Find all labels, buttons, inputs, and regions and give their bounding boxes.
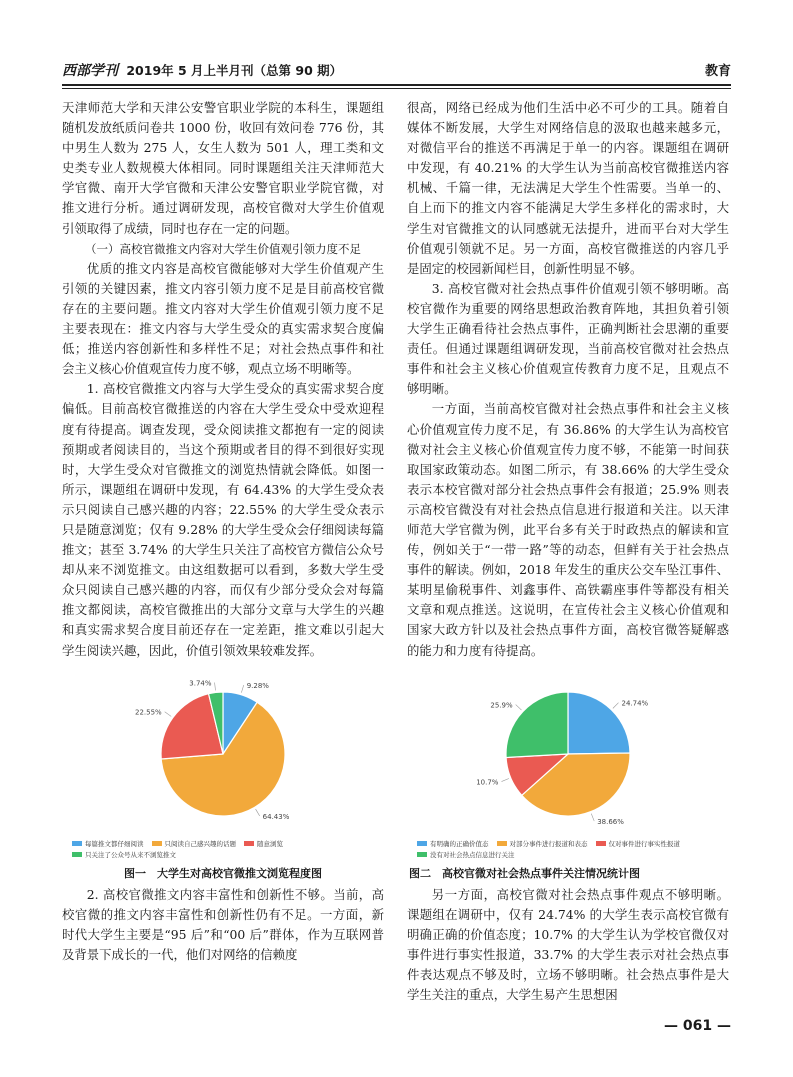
pie-data-label: 9.28%: [246, 681, 269, 690]
legend-label: 没有对社会热点信息进行关注: [430, 850, 515, 859]
pie-leader-line: [165, 711, 171, 716]
issue-info: 2019年 5 月上半月刊（总第 90 期）: [126, 63, 343, 78]
pie-data-label: 10.7%: [476, 778, 499, 787]
chart-legend-2: [407, 839, 729, 859]
legend-label: 随意浏览: [257, 839, 283, 848]
chart-legend-1: [62, 839, 384, 859]
journal-header: [62, 60, 342, 80]
body-paragraph: 一方面，当前高校官微对社会热点事件和社会主义核心价值观宣传力度不足，有 36.86% 的大学生认为高校官微对社会主义核心价值观宣传力度不够，不能第一时间获取国家政策动态。如图二所示，有 38.66% 的大学生受众表示本校官微对部分社会热点事件会有报道；25.9% 则表示高校官微没有对社会热点信息进行报道和关注。以天津师范大学官微为例，此平台多有关于时政热点的解读和宣传，例如关于“一带一路”等的动态，但鲜有关于社会热点事件的解读。例如，2018 年发生的重庆公交车坠江事件、某明星偷税事件、刘鑫事件、高铁霸座事件等都没有相关文章和观点推送。这说明，在宣传社会主义核心价值观和国家大政方针以及社会热点事件方面，高校官微答疑解惑的能力和力度有待提高。: [407, 401, 729, 658]
pie-leader-line: [516, 704, 522, 709]
legend-entry: [72, 850, 176, 859]
body-paragraph: 另一方面，高校官微对社会热点事件观点不够明晰。课题组在调研中，仅有 24.74% 的大学生表示高校官微有明确正确的价值态度；10.7% 的大学生认为学校官微仅对事件进行事实性报道，33.7% 的大学生表示对社会热点事件表达观点不够及时，立场不够明晰。社会热点事件是大学生关注的重点，大学生易产生思想困: [407, 886, 729, 1003]
pie-leader-line: [215, 682, 216, 690]
legend-label: 对部分事件进行报道和表态: [509, 839, 588, 848]
legend-swatch: [72, 852, 82, 857]
legend-swatch: [497, 841, 507, 846]
legend-swatch: [417, 841, 427, 846]
pie-data-label: 22.55%: [135, 708, 162, 717]
pie-leader-line: [591, 813, 594, 820]
legend-label: 只关注了公众号从来不浏览推文: [85, 850, 176, 859]
pie-chart-1-svg: [62, 669, 384, 839]
header-divider: [62, 84, 731, 86]
legend-entry: [72, 839, 144, 848]
header-divider-thin: [62, 88, 731, 89]
legend-entry: [152, 839, 237, 848]
legend-label: 每篇推文都仔细阅读: [85, 839, 144, 848]
legend-entry: [417, 839, 489, 848]
section-subheading: （一）高校官微推文内容对大学生价值观引领力度不足: [85, 241, 361, 256]
legend-swatch: [72, 841, 82, 846]
figure-2-caption: 图二 高校官微对社会热点事件关注情况统计图: [409, 866, 640, 880]
legend-swatch: [596, 841, 606, 846]
pie-data-label: 3.74%: [189, 679, 212, 688]
figure-2: [407, 669, 729, 881]
pie-data-label: 64.43%: [262, 812, 290, 821]
pie-leader-line: [256, 809, 260, 816]
pie-slice: [506, 692, 568, 758]
legend-entry: [596, 839, 681, 848]
legend-label: 仅对事件进行事实性报道: [608, 839, 680, 848]
legend-label: 只阅读自己感兴趣的话题: [164, 839, 236, 848]
pie-chart-2: [407, 669, 729, 839]
legend-swatch: [152, 841, 162, 846]
left-column: [62, 98, 384, 965]
body-paragraph: 3. 高校官微对社会热点事件价值观引领不够明晰。高校官微作为重要的网络思想政治教育阵地，其担负着引领大学生正确看待社会热点事件，正确判断社会思潮的重要责任。但通过课题组调研发现，当前高校官微对社会热点事件和社会主义核心价值观宣传教育力度不足，且观点不够明晰。: [407, 280, 729, 397]
journal-logo: 西部学刊: [62, 63, 118, 79]
body-paragraph: 天津师范大学和天津公安警官职业学院的本科生，课题组随机发放纸质问卷共 1000 份，收回有效问卷 776 份，其中男生人数为 275 人，女生人数为 501 人，理工类和文史类专业人数规模大体相同。同时课题组关注天津师范大学官微、南开大学官微和天津公安警官职业学院官微，对推文进行分析。通过调研发现，高校官微对大学生价值观引领取得了成绩，同时也存在一定的问题。: [62, 100, 384, 236]
figure-1-caption: 图一 大学生对高校官微推文浏览程度图: [124, 866, 322, 880]
pie-leader-line: [501, 778, 508, 781]
body-paragraph: 优质的推文内容是高校官微能够对大学生价值观产生引领的关键因素，推文内容引领力度不足是目前高校官微存在的主要问题。推文内容对大学生价值观引领力度不足主要表现在：推文内容与大学生受众的真实需求契合度偏低；推送内容创新性和多样性不足；对社会热点事件和社会主义核心价值观宣传力度不够，观点立场不明晰等。: [62, 260, 384, 377]
body-paragraph: 很高，网络已经成为他们生活中必不可少的工具。随着自媒体不断发展，大学生对网络信息的汲取也越来越多元，对微信平台的推送不再满足于单一的内容。课题组在调研中发现，有 40.21% 的大学生认为当前高校官微推送内容机械、千篇一律，无法满足大学生个性需要。当单一的、自上而下的推文内容不能满足大学生多样化的需求时，大学生对官微推文的认同感就无法提升，进而平台对大学生价值观引领就不足。另一方面，高校官微推送的内容几乎是固定的校园新闻栏目，创新性明显不够。: [407, 100, 729, 276]
right-column: [407, 98, 729, 1005]
pie-data-label: 38.66%: [597, 817, 624, 826]
body-paragraph: 2. 高校官微推文内容丰富性和创新性不够。当前，高校官微的推文内容丰富性和创新性仍有不足。一方面，新时代大学生主要是“95 后”和“00 后”群体，作为互联网普及背景下成长的一代，他们对网络的信赖度: [62, 886, 384, 962]
body-paragraph: 1. 高校官微推文内容与大学生受众的真实需求契合度偏低。目前高校官微推送的内容在大学生受众中受欢迎程度有待提高。调查发现，受众阅读推文都抱有一定的阅读预期或者阅读目的，当这个预期或者目的得不到很好实现时，大学生受众对官微推文的浏览热情就会降低。如图一所示，课题组在调研中发现，有 64.43% 的大学生受众表示只阅读自己感兴趣的内容；22.55% 的大学生受众表示只是随意浏览；仅有 9.28% 的大学生受众会仔细阅读每篇推文；甚至 3.74% 的大学生只关注了高校官方微信公众号却从来不浏览推文。由这组数据可以看到，多数大学生受众只阅读自己感兴趣的内容，而仅有少部分受众会对每篇推文都阅读，高校官微推出的大部分文章与大学生的兴趣和真实需求契合度目前还存在一定差距，推文难以引起大学生阅读兴趣，因此，价值引领效果较难发挥。: [62, 381, 384, 658]
pie-data-label: 25.9%: [490, 701, 513, 710]
section-label: 教育: [704, 64, 731, 79]
pie-data-label: 24.74%: [621, 699, 649, 708]
figure-1: [62, 669, 384, 881]
legend-label: 有明确的正确价值态: [430, 839, 489, 848]
legend-swatch: [417, 852, 427, 857]
pie-chart-2-svg: [407, 669, 729, 839]
legend-entry: [497, 839, 588, 848]
legend-swatch: [244, 841, 254, 846]
pie-chart-1: [62, 669, 384, 839]
page-number: — 061 —: [664, 1018, 731, 1034]
page-header: [62, 58, 731, 82]
pie-leader-line: [613, 702, 619, 708]
legend-entry: [244, 839, 283, 848]
legend-entry: [417, 850, 515, 859]
pie-leader-line: [241, 685, 243, 693]
